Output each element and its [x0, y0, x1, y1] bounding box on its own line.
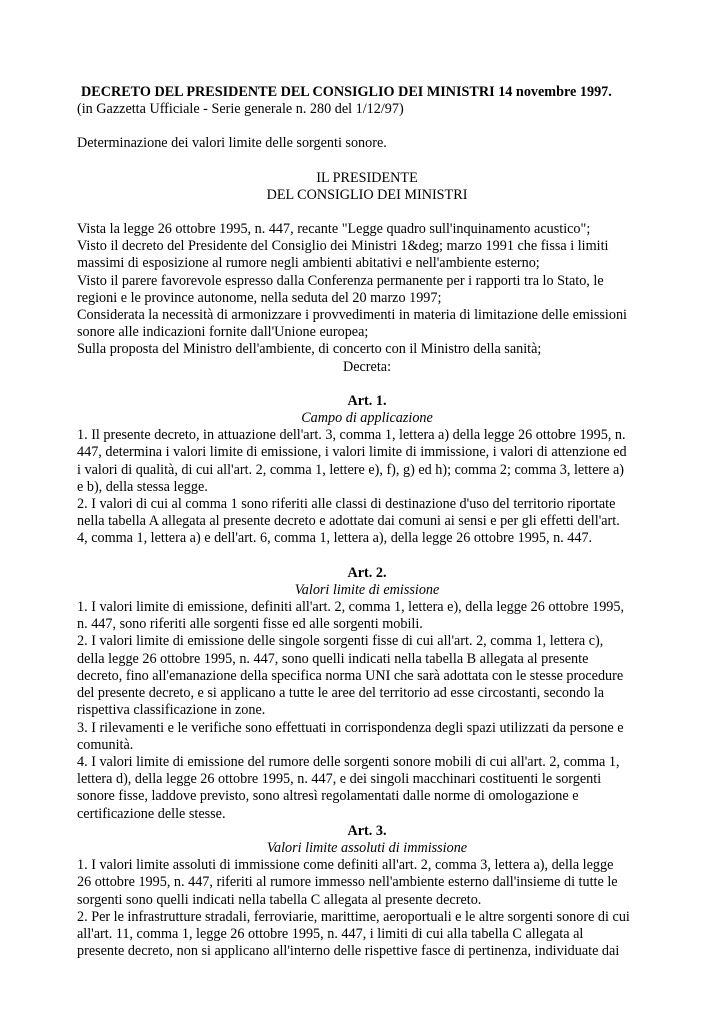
article-1 [77, 393, 657, 548]
article-line: 26 ottobre 1995, n. 447, riferiti al rumore immesso nell'ambiente esterno dall'insieme di tutte le [77, 874, 618, 891]
article-3 [77, 823, 657, 961]
issuer-line-1: IL PRESIDENTE [316, 169, 418, 186]
article-subtitle: Valori limite di emissione [294, 581, 440, 598]
article-line: all'art. 11, comma 1, legge 26 ottobre 1995, n. 447, i limiti di cui alla tabella C allegata al [77, 925, 584, 942]
article-2 [77, 565, 657, 823]
preamble-line: Visto il parere favorevole espresso dalla Conferenza permanente per i rapporti tra lo Stato, le [77, 272, 604, 289]
article-line: e b), della stessa legge. [77, 478, 208, 495]
preamble-line: Visto il decreto del Presidente del Consiglio dei Ministri 1&deg; marzo 1991 che fissa i limiti [77, 238, 609, 255]
article-line: 1. Il presente decreto, in attuazione dell'art. 3, comma 1, lettera a) della legge 26 ottobre 1995, n. [77, 427, 626, 444]
preamble-line: sonore alle indicazioni fornite dall'Unione europea; [77, 324, 369, 341]
article-line: i valori di qualità, di cui all'art. 2, comma 1, lettere e), f), g) ed h); comma 2; comma 3, lettere a) [77, 461, 624, 478]
article-subtitle: Campo di applicazione [301, 410, 433, 427]
issuer-line-2: DEL CONSIGLIO DEI MINISTRI [266, 186, 468, 203]
article-line: 4, comma 1, lettera a) e dell'art. 6, comma 1, lettera a), della legge 26 ottobre 1995, n. 447. [77, 530, 593, 547]
article-line: sorgenti sono quelli indicati nella tabella C allegata al presente decreto. [77, 891, 482, 908]
article-heading: Art. 3. [347, 822, 387, 839]
article-heading: Art. 2. [347, 564, 387, 581]
article-subtitle: Valori limite assoluti di immissione [266, 839, 468, 856]
document-page [77, 84, 657, 960]
article-line: 2. I valori limite di emissione delle singole sorgenti fisse di cui all'art. 2, comma 1, lettera c), [77, 633, 604, 650]
article-line: 447, determina i valori limite di emissione, i valori limite di immissione, i valori di attenzione ed [77, 444, 627, 461]
gazette-reference: (in Gazzetta Ufficiale - Serie generale n. 280 del 1/12/97) [77, 101, 404, 118]
preamble-line: Sulla proposta del Ministro dell'ambiente, di concerto con il Ministro della sanità; [77, 341, 542, 358]
preamble-line: massimi di esposizione al rumore negli ambienti abitativi e nell'ambiente esterno; [77, 255, 540, 272]
preamble-line: regioni e le province autonome, nella seduta del 20 marzo 1997; [77, 289, 442, 306]
decreta-label: Decreta: [342, 358, 392, 375]
article-line: 1. I valori limite di emissione, definiti all'art. 2, comma 1, lettera e), della legge 26 ottobre 1995, [77, 599, 625, 616]
article-line: 4. I valori limite di emissione del rumore delle sorgenti sonore mobili di cui all'art. 2, comma 1, [77, 753, 620, 770]
article-line: certificazione delle stesse. [77, 805, 226, 822]
article-line: del presente decreto, e si applicano a tutte le aree del territorio ad esse circostanti, secondo la [77, 685, 605, 702]
preamble-line: Considerata la necessità di armonizzare i provvedimenti in materia di limitazione delle emissioni [77, 307, 627, 324]
article-line: lettera d), della legge 26 ottobre 1995, n. 447, e dei singoli macchinari costituenti le sorgenti [77, 771, 602, 788]
document-title: DECRETO DEL PRESIDENTE DEL CONSIGLIO DEI MINISTRI 14 novembre 1997. [81, 84, 612, 100]
article-heading: Art. 1. [347, 392, 387, 409]
article-line: rispettiva classificazione in zone. [77, 702, 266, 719]
article-line: della legge 26 ottobre 1995, n. 447, sono quelli indicati nella tabella B allegata al presente [77, 650, 589, 667]
article-line: comunità. [77, 736, 134, 753]
preamble-line: Vista la legge 26 ottobre 1995, n. 447, recante "Legge quadro sull'inquinamento acustico"; [77, 221, 591, 238]
article-line: 2. I valori di cui al comma 1 sono riferiti alle classi di destinazione d'uso del territorio riportate [77, 496, 616, 513]
article-line: nella tabella A allegata al presente decreto e adottate dai comuni ai sensi e per gli effetti dell'art. [77, 513, 620, 530]
article-line: decreto, fino all'emanazione della specifica norma UNI che sarà adottata con le stesse procedure [77, 667, 624, 684]
article-line: n. 447, sono riferiti alle sorgenti fisse ed alle sorgenti mobili. [77, 616, 423, 633]
article-line: presente decreto, non si applicano all'interno delle rispettive fasce di pertinenza, individuate dai [77, 943, 620, 960]
preamble [77, 221, 657, 359]
article-line: 2. Per le infrastrutture stradali, ferroviarie, marittime, aeroportuali e le altre sorgenti sonore di cui [77, 908, 630, 925]
article-line: 3. I rilevamenti e le verifiche sono effettuati in corrispondenza degli spazi utilizzati da persone e [77, 719, 624, 736]
document-subject: Determinazione dei valori limite delle sorgenti sonore. [77, 135, 387, 152]
article-line: sonore fisse, laddove previsto, sono altresì regolamentati dalle norme di omologazione e [77, 788, 579, 805]
article-line: 1. I valori limite assoluti di immissione come definiti all'art. 2, comma 3, lettera a), della legge [77, 857, 614, 874]
